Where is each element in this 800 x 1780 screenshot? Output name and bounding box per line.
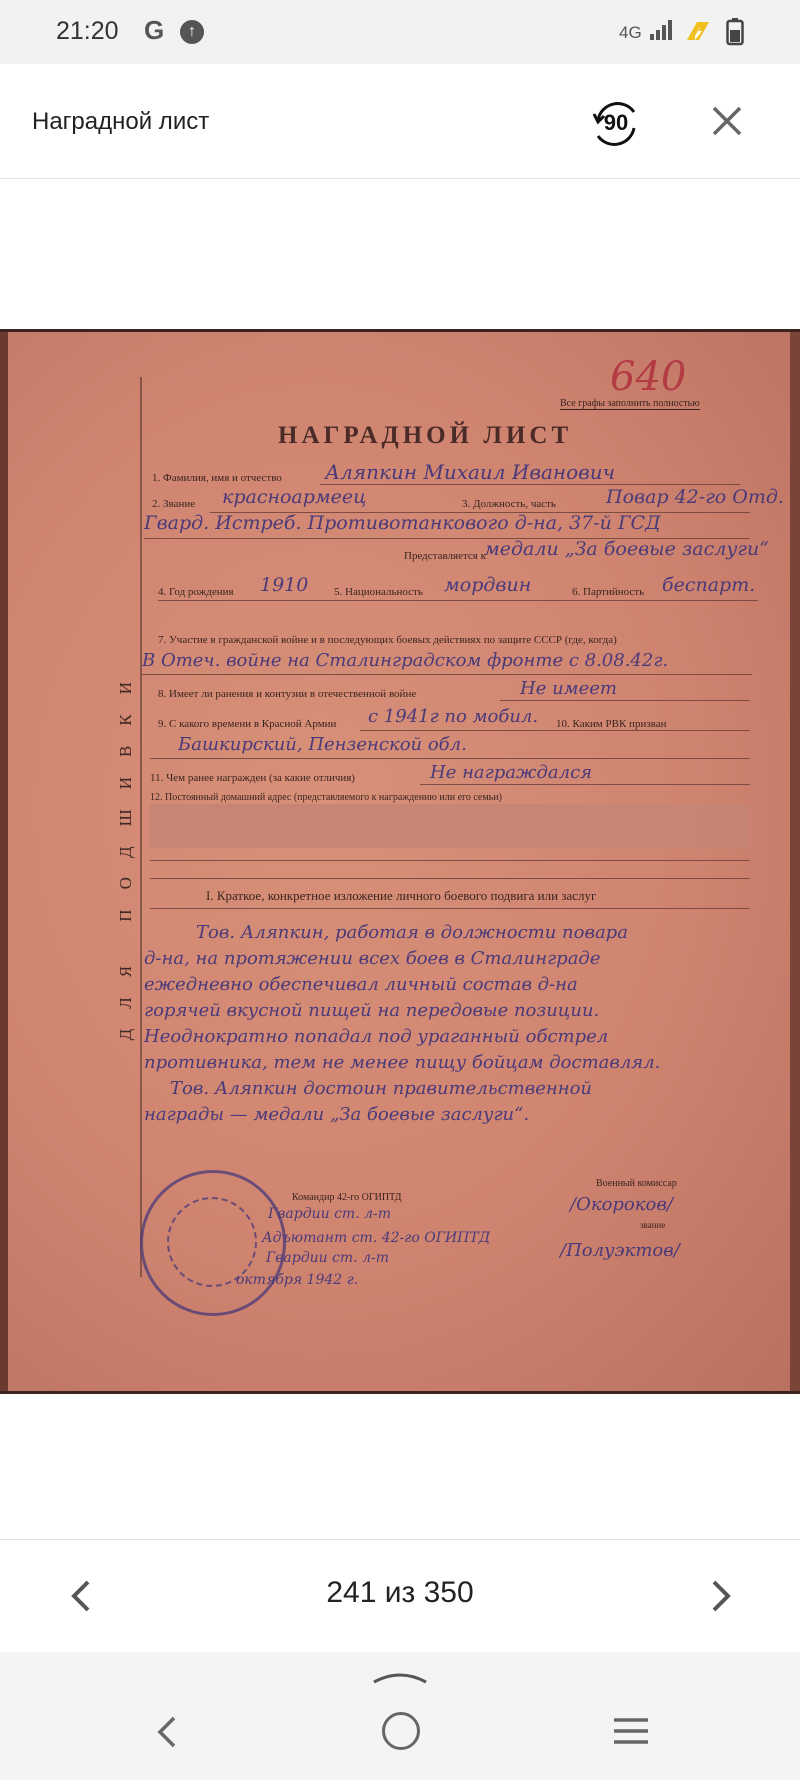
status-bar bbox=[0, 0, 800, 64]
award-sheet-image[interactable] bbox=[0, 329, 800, 1394]
commissar-rank: звание bbox=[640, 1220, 666, 1230]
field-value: беспарт. bbox=[662, 574, 756, 596]
photo-edge bbox=[0, 332, 8, 1391]
field-label: 7. Участие в гражданской войне и в последующих боевых действиях по защите СССР (где, когда) bbox=[158, 634, 617, 646]
page-counter: 241 из 350 bbox=[326, 1576, 474, 1609]
close-button[interactable] bbox=[706, 100, 748, 142]
rule bbox=[158, 600, 758, 601]
narrative-line: горячей вкусной пищей на передовые позиции. bbox=[144, 1000, 600, 1021]
field-value: медали „За боевые заслуги“ bbox=[484, 538, 769, 560]
pager bbox=[0, 1539, 800, 1652]
rule bbox=[150, 908, 750, 909]
rotate-label: 90 bbox=[603, 110, 629, 135]
next-page-button[interactable] bbox=[700, 1576, 740, 1616]
fill-note: Все графы заполнить полностью bbox=[560, 398, 700, 409]
field-label: 8. Имеет ли ранения и контузии в отечественной войне bbox=[158, 688, 417, 700]
narrative-line: Тов. Аляпкин достоин правительственной bbox=[170, 1078, 593, 1099]
battery-icon bbox=[726, 18, 744, 46]
signal-icon bbox=[648, 18, 674, 42]
google-icon: G bbox=[144, 15, 165, 45]
document-title: НАГРАДНОЙ ЛИСТ bbox=[278, 422, 573, 449]
close-icon bbox=[706, 100, 748, 142]
field-label: 9. С какого времени в Красной Армии bbox=[158, 718, 337, 730]
field-value: Не награждался bbox=[430, 762, 593, 783]
charging-icon bbox=[683, 18, 713, 44]
rule bbox=[150, 878, 750, 879]
field-value: Гвард. Истреб. Противотанкового д-на, 37-й ГСД bbox=[144, 512, 661, 534]
narrative-line: ежедневно обеспечивал личный состав д-на bbox=[144, 974, 578, 995]
rule bbox=[360, 730, 750, 731]
network-type: 4G bbox=[619, 23, 642, 42]
rule bbox=[320, 484, 740, 485]
narrative-line: Тов. Аляпкин, работая в должности повара bbox=[196, 922, 628, 943]
field-value: 1910 bbox=[260, 574, 309, 596]
sign-date: октября 1942 г. bbox=[236, 1272, 359, 1288]
adjutant-name: /Полуэктов/ bbox=[560, 1240, 680, 1261]
binding-label: ДЛЯ ПОДШИВКИ bbox=[116, 662, 135, 1041]
commissar-label: Военный комиссар bbox=[596, 1178, 677, 1189]
field-value: мордвин bbox=[444, 574, 532, 596]
field-label: Представляется к bbox=[404, 550, 486, 562]
field-label: 10. Каким РВК призван bbox=[556, 718, 667, 730]
rotate-button[interactable] bbox=[584, 92, 648, 156]
photo-edge bbox=[790, 332, 800, 1391]
adjutant-label: Адъютант ст. 42-го ОГИПТД bbox=[262, 1230, 491, 1246]
field-value: Повар 42-го Отд. bbox=[606, 486, 784, 508]
status-time: 21:20 bbox=[56, 17, 119, 45]
sheet-number: 640 bbox=[610, 354, 687, 400]
page-title: Наградной лист bbox=[32, 108, 210, 135]
narrative-line: д-на, на протяжении всех боев в Сталинграде bbox=[144, 948, 601, 969]
field-value: Аляпкин Михаил Иванович bbox=[325, 460, 616, 484]
field-value: Не имеет bbox=[520, 678, 617, 699]
field-label: 2. Звание bbox=[152, 498, 196, 510]
chevron-up-icon[interactable] bbox=[370, 1666, 430, 1686]
back-nav-icon[interactable] bbox=[150, 1714, 186, 1750]
commander-name: /Окороков/ bbox=[570, 1194, 673, 1215]
field-label: 1. Фамилия, имя и отчество bbox=[152, 472, 282, 484]
system-nav-bar bbox=[0, 1652, 800, 1780]
field-value: красноармеец bbox=[222, 486, 367, 508]
field-label: 12. Постоянный домашний адрес (представляемого к награждению или его семьи) bbox=[150, 792, 502, 803]
field-label: 11. Чем ранее награжден (за какие отличия) bbox=[150, 772, 355, 784]
viewer-header bbox=[0, 64, 800, 179]
chevron-right-icon bbox=[700, 1576, 740, 1616]
commander-rank: Гвардии ст. л-т bbox=[268, 1206, 392, 1222]
field-label: 4. Год рождения bbox=[158, 586, 234, 598]
narrative-line: Неоднократно попадал под ураганный обстрел bbox=[144, 1026, 609, 1047]
field-label: 3. Должность, часть bbox=[462, 498, 556, 510]
recents-nav-icon[interactable] bbox=[612, 1716, 650, 1746]
commander-label: Командир 42-го ОГИПТД bbox=[292, 1192, 402, 1203]
section-title: I. Краткое, конкретное изложение личного боевого подвига или заслуг bbox=[206, 888, 597, 903]
narrative-line: противника, тем не менее пищу бойцам доставлял. bbox=[144, 1052, 661, 1073]
field-value: Башкирский, Пензенской обл. bbox=[178, 734, 467, 755]
rule bbox=[500, 700, 750, 701]
rule bbox=[420, 784, 750, 785]
field-label: 5. Национальность bbox=[334, 586, 423, 598]
redacted-area bbox=[150, 804, 750, 848]
rule bbox=[142, 674, 752, 675]
narrative-line: награды — медали „За боевые заслуги“. bbox=[144, 1104, 530, 1125]
adjutant-rank: Гвардии ст. л-т bbox=[266, 1250, 390, 1266]
field-label: 6. Партийность bbox=[572, 586, 645, 598]
rule bbox=[150, 860, 750, 861]
rule bbox=[150, 758, 750, 759]
field-value: В Отеч. войне на Сталинградском фронте с 8.08.42г. bbox=[142, 650, 669, 671]
home-nav-icon[interactable] bbox=[382, 1712, 420, 1750]
upload-icon: ↑ bbox=[180, 20, 204, 44]
field-value: с 1941г по мобил. bbox=[368, 706, 539, 727]
document-viewer[interactable] bbox=[0, 179, 800, 1539]
